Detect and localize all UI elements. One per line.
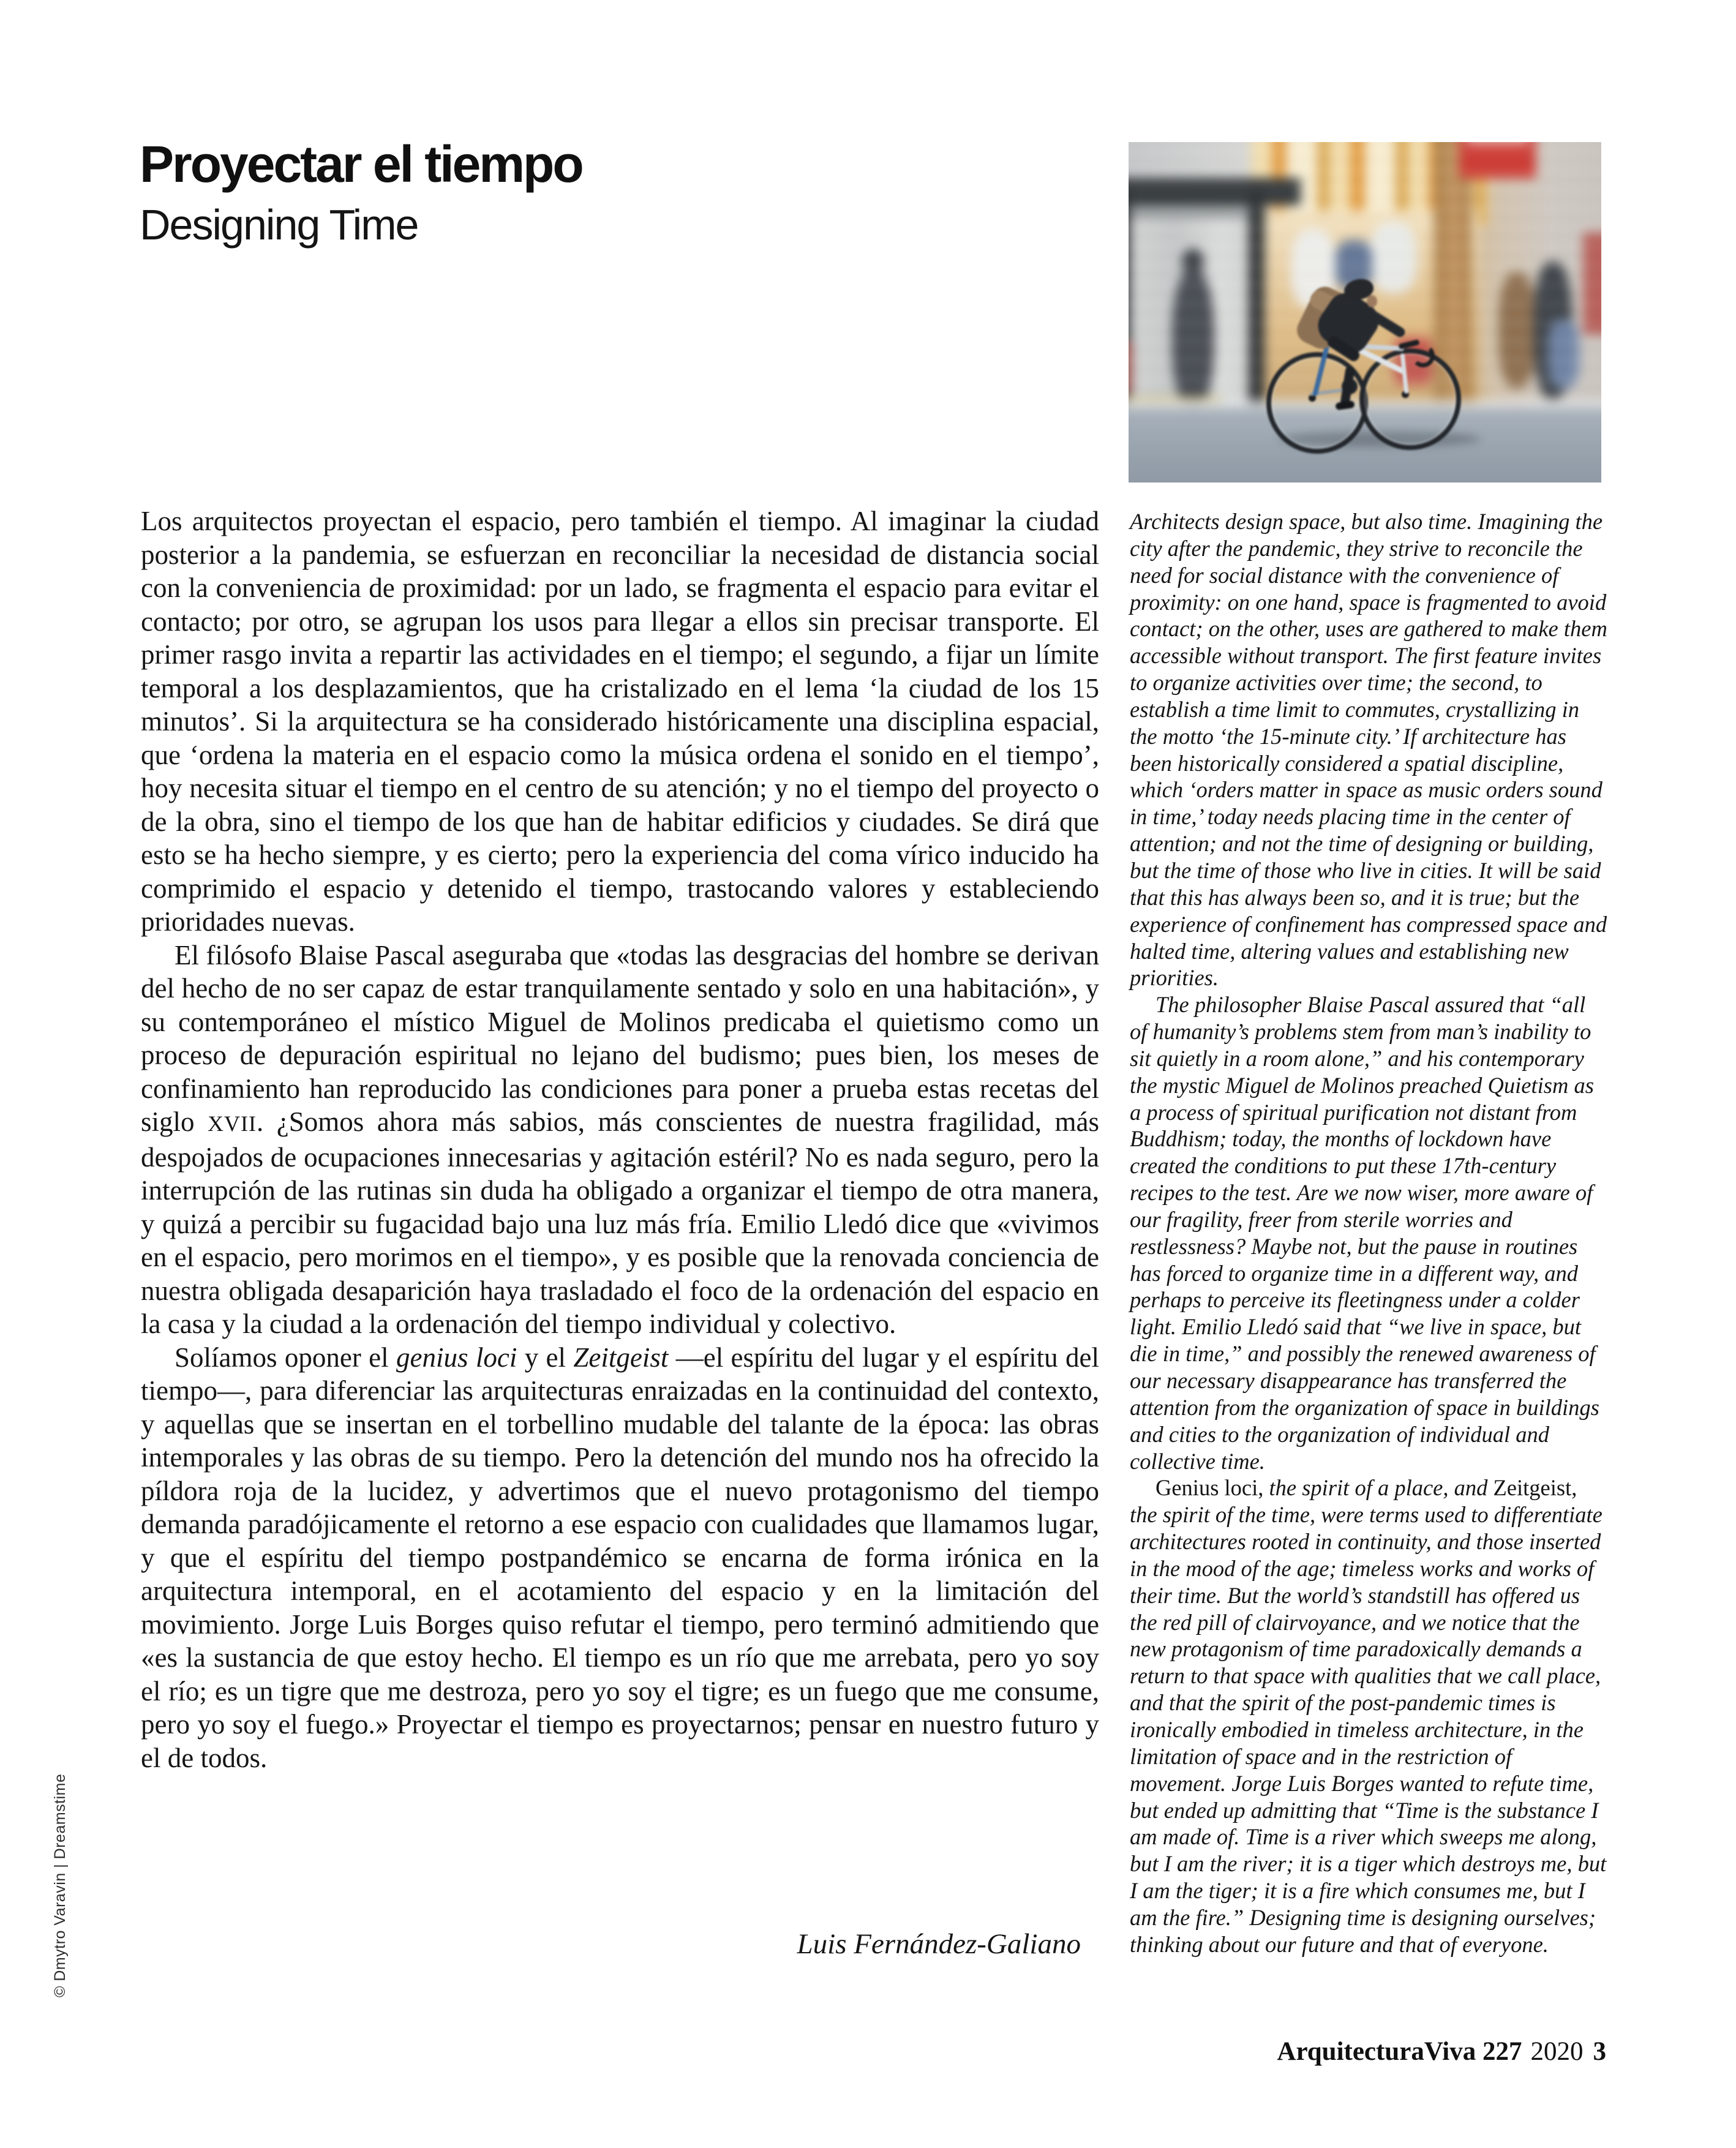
text-segment: —el espíritu del lugar y el espíritu del tiempo—, para diferenciar las arquitecturas enraizadas en la continuidad del contexto, y aquellas que se insertan en el torbellino mudable del talante de la época: las obras intemporales y las obras de su tiempo. Pero la detención del mundo nos ha ofrecido la píldora roja de la lucidez, y advertimos que el nuevo protagonismo del tiempo demanda paradójicamente el retorno a ese espacio con cualidades que llamamos lugar, y que el espíritu del tiempo postpandémico se encarna de forma irónica en la arquitectura intemporal, en el acotamiento del espacio y en la limitación del movimiento. Jorge Luis Borges quiso refutar el tiempo, pero terminó admitiendo que «es la sustancia de que estoy hecho. El tiempo es un río que me arrebata, pero yo soy el río; es un tigre que me destroza, pero yo soy el tigre; es un fuego que me consume, pero yo soy el fuego.» Proyectar el tiempo es proyectarnos; pensar en nuestro futuro y el de todos. bbox=[141, 1342, 1099, 1773]
author-signature: Luis Fernández-Galiano bbox=[797, 1928, 1081, 1960]
paragraph bbox=[141, 939, 1099, 1341]
bicycle-front-wheel bbox=[1359, 348, 1461, 450]
text-segment: Zeitgeist bbox=[573, 1342, 669, 1373]
cyclist-figure bbox=[1129, 142, 1601, 483]
bicycle-handlebar-drop bbox=[1411, 344, 1435, 367]
text-segment: the spirit of the time, were terms used to differentiate architectures rooted in continuity, and those inserted in the mood of the age; timeless works and works of their time. But the world’s standstill has offered us the red pill of clairvoyance, and we notice that the new protagonism of time paradoxically demands a return to that space with qualities that we call place, and that the spirit of the post-pandemic times is ironically embodied in timeless architecture, in the limitation of space and in the restriction of movement. Jorge Luis Borges wanted to refute time, but ended up admitting that “Time is the substance I am made of. Time is a river which sweeps me along, but I am the river; it is a tiger which destroys me, but I am the tiger; it is a fire which consumes me, but I am the fire.” Designing time is designing ourselves; thinking about our future and that of everyone. bbox=[1130, 1502, 1607, 1957]
paragraph bbox=[1130, 1474, 1607, 1958]
photo-credit: © Dmytro Varavin | Dreamstime bbox=[51, 1773, 69, 1997]
text-segment: Solíamos oponer el bbox=[175, 1342, 397, 1373]
text-segment: Zeitgeist, bbox=[1493, 1475, 1577, 1501]
rider-face bbox=[1367, 295, 1377, 307]
text-segment: y el bbox=[517, 1342, 574, 1373]
page-title-spanish: Proyectar el tiempo bbox=[140, 135, 582, 193]
text-segment: genius loci bbox=[396, 1342, 517, 1373]
text-segment: Architects design space, but also time. Imagining the city after the pandemic, they strive to reconcile the need for social distance with the convenience of proximity: on one hand, space is fragmented to avoid contact; on the other, uses are gathered to make them accessible without transport. The first feature invites to organize activities over time; the second, to establish a time limit to commutes, crystallizing in the motto ‘the 15-minute city.’ If architecture has been historically considered a spatial discipline, which ‘orders matter in space as music orders sound in time,’ today needs placing time in the center of attention; and not the time of designing or building, but the time of those who live in cities. It will be said that this has always been so, and it is true; but the experience of confinement has compressed space and halted time, altering values and establishing new priorities. bbox=[1130, 509, 1607, 991]
text-segment: The philosopher Blaise Pascal assured that “all of humanity’s problems stem from man’s inability to sit quietly in a room alone,” and his contemporary the mystic Miguel de Molinos preached Quietism as a process of spiritual purification not distant from Buddhism; today, the months of lockdown have created the conditions to put these 17th-century recipes to the test. Are we now wiser, more aware of our fragility, freer from sterile worries and restlessness? Maybe not, but the pause in routines has forced to organize time in a different way, and perhaps to perceive its fleetingness under a colder light. Emilio Lledó said that “we live in space, but die in time,” and possibly the renewed awareness of our necessary disappearance has transferred the attention from the organization of space in buildings and cities to the organization of individual and collective time. bbox=[1130, 992, 1599, 1474]
issue-year: 2020 bbox=[1530, 2037, 1584, 2066]
paragraph bbox=[1130, 991, 1607, 1474]
page-footer bbox=[1130, 2037, 1606, 2067]
text-segment: XVII bbox=[208, 1111, 257, 1136]
spanish-text-column bbox=[141, 505, 1099, 1774]
magazine-name: ArquitecturaViva 227 bbox=[1277, 2037, 1522, 2066]
paragraph bbox=[1130, 508, 1607, 991]
text-segment: Los arquitectos proyectan el espacio, pero también el tiempo. Al imaginar la ciudad posterior a la pandemia, se esfuerzan en reconciliar la necesidad de distancia social con la conveniencia de proximidad: por un lado, se fragmenta el espacio para evitar el contacto; por otro, se agrupan los usos para llegar a ellos sin precisar transporte. El primer rasgo invita a repartir las actividades en el tiempo; el segundo, a fijar un límite temporal a los desplazamientos, que ha cristalizado en el lema ‘la ciudad de los 15 minutos’. Si la arquitectura se ha considerado históricamente una disciplina espacial, que ‘ordena la materia en el espacio como la música ordena el sonido en el tiempo’, hoy necesita situar el tiempo en el centro de su atención; y no el tiempo del proyecto o de la obra, sino el tiempo de los que han de habitar edificios y ciudades. Se dirá que esto se ha hecho siempre, y es cierto; pero la experiencia del coma vírico inducido ha comprimido el espacio y detenido el tiempo, trastocando valores y estableciendo prioridades nuevas. bbox=[141, 506, 1099, 937]
page-title-english: Designing Time bbox=[140, 201, 418, 249]
page-number: 3 bbox=[1593, 2037, 1606, 2066]
english-text-column bbox=[1130, 508, 1607, 1958]
street-cyclist-photo bbox=[1129, 142, 1601, 483]
paragraph bbox=[141, 505, 1099, 939]
text-segment: the spirit of a place, and bbox=[1263, 1475, 1494, 1501]
title-block bbox=[140, 135, 582, 249]
text-segment: El filósofo Blaise Pascal aseguraba que «todas las desgracias del hombre se derivan del hecho de no ser capaz de estar tranquilamente sentado y solo en una habitación», y su contemporáneo el místico Miguel de Molinos predicaba el quietismo como un proceso de depuración espiritual no lejano del budismo; pues bien, los meses de confinamiento han reproducido las condiciones para poner a prueba estas recetas del siglo bbox=[141, 939, 1099, 1137]
text-segment: Genius loci, bbox=[1155, 1475, 1264, 1501]
paragraph bbox=[141, 1341, 1099, 1775]
text-segment: . ¿Somos ahora más sabios, más conscientes de nuestra fragilidad, más despojados de ocupaciones innecesarias y agitación estéril? No es nada seguro, pero la interrupción de las rutinas sin duda ha obligado a organizar el tiempo de otra manera, y quizá a percibir su fugacidad bajo una luz más fría. Emilio Lledó dice que «vivimos en el espacio, pero morimos en el tiempo», y es posible que la renovada conciencia de nuestra obligada desaparición haya trasladado el foco de la ordenación del espacio en la casa y la ciudad a la ordenación del tiempo individual y colectivo. bbox=[141, 1106, 1099, 1339]
